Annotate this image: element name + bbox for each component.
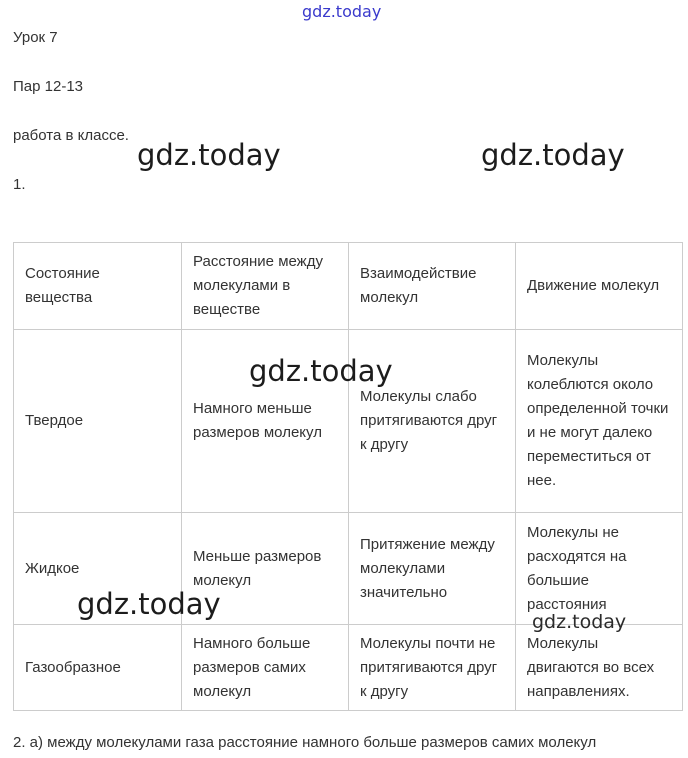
task-2-answer: 2. а) между молекулами газа расстояние намного больше размеров самих молекул (13, 734, 597, 751)
table-cell: Намного меньше размеров молекул (182, 330, 349, 513)
lesson-title: Урок 7 (13, 29, 58, 46)
table-header-cell: Взаимодействие молекул (349, 243, 516, 330)
table-header-cell: Расстояние между молекулами в веществе (182, 243, 349, 330)
table-cell: Меньше размеров молекул (182, 513, 349, 625)
table-header-cell: Состояние вещества (14, 243, 182, 330)
task-1-number: 1. (13, 176, 26, 193)
table-cell: Молекулы колеблются около определенной точки и не могут далеко переместиться от нее. (516, 330, 683, 513)
table-header-row (14, 243, 683, 330)
states-of-matter-table (13, 242, 683, 711)
table-cell: Жидкое (14, 513, 182, 625)
table-row (14, 625, 683, 711)
table-cell: Молекулы не расходятся на большие расстояния (516, 513, 683, 625)
table-cell: Твердое (14, 330, 182, 513)
classwork-label: работа в классе. (13, 127, 129, 144)
watermark-top: gdz.today (302, 2, 382, 21)
table-cell: Намного больше размеров самих молекул (182, 625, 349, 711)
table-header-cell: Движение молекул (516, 243, 683, 330)
table-cell: Газообразное (14, 625, 182, 711)
watermark: gdz.today (77, 587, 221, 621)
table-cell: Молекулы почти не притягиваются друг к другу (349, 625, 516, 711)
watermark: gdz.today (249, 354, 393, 388)
watermark: gdz.today (481, 138, 625, 172)
watermark: gdz.today (532, 611, 627, 633)
table-cell: Притяжение между молекулами значительно (349, 513, 516, 625)
table-cell: Молекулы слабо притягиваются друг к другу (349, 330, 516, 513)
watermark: gdz.today (137, 138, 281, 172)
paragraph-ref: Пар 12-13 (13, 78, 83, 95)
table-cell: Молекулы двигаются во всех направлениях. (516, 625, 683, 711)
